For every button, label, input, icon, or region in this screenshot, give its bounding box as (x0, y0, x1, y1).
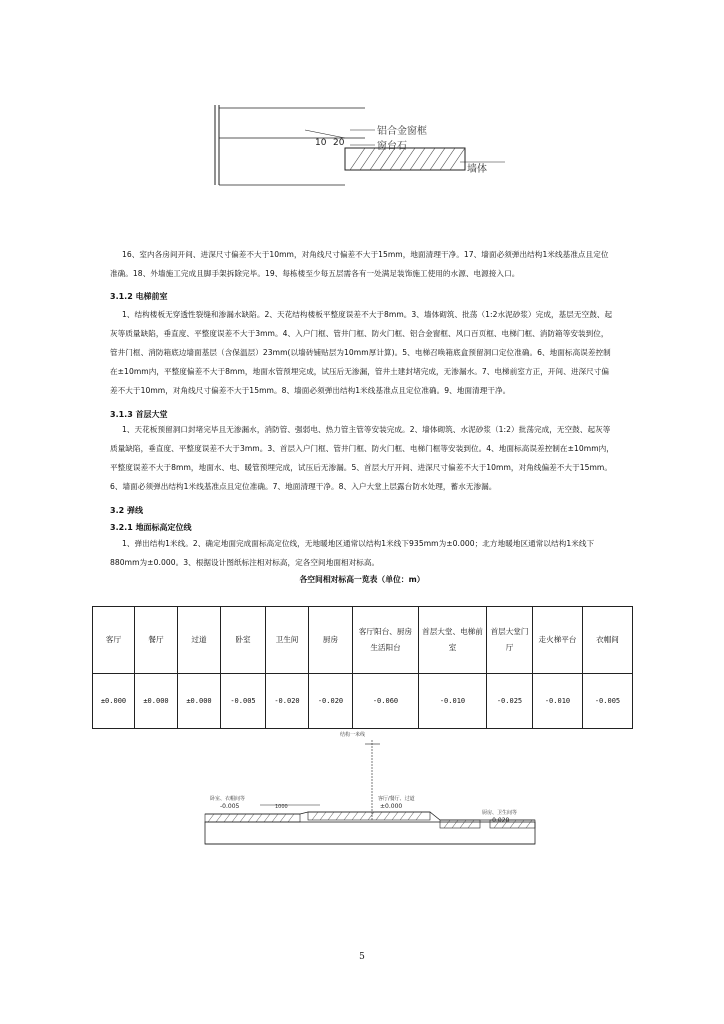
window-sill-label: 窗台石 (377, 141, 407, 152)
heading-floor-elevation: 3.2.1 地面标高定位线 (110, 523, 192, 532)
paragraph-floor-elevation: 1、弹出结构1米线。2、确定地面完成面标高定位线，无地暖地区通常以结构1米线下935mm为±0.000；北方地暖地区通常以结构1米线下880mm为±0.000。3、根据设计图纸标注相对标高，定各空间地面相对标高。 (110, 539, 595, 567)
heading-elevator-lobby: 3.1.2 电梯前室 (110, 292, 168, 301)
heading-snap-line: 3.2 弹线 (110, 506, 143, 515)
table-value-cell: ±0.000 (178, 674, 221, 729)
bedroom-value: -0.005 (220, 803, 240, 810)
paragraph-elevator-lobby: 1、结构楼板无穿透性裂缝和渗漏水缺陷。2、天花结构楼板平整度误差不大于8mm。3、墙体砌筑、批荡（1:2水泥砂浆）完成，基层无空鼓、起灰等质量缺陷，垂直度、平整度误差不大于3mm。4、入户门框、管井门框、防火门框、铝合金窗框、风口百页框、电梯门框、消防箱等安装到位，管井门框、消防箱底边墙面基层（含保温层）23mm(以墙砖铺贴层为10mm厚计算)。5、电梯召唤箱底盒预留洞口定位准确。6、地面标高误差控制在±10mm内，平整度偏差不大于8mm，地面水管预埋完成，试压后无渗漏，管井土建封堵完成，无渗漏水。7、电梯前室方正，开间、进深尺寸偏差不大于10mm，对角线尺寸偏差不大于15mm。8、墙面必须弹出结构1米线基准点且定位准确。9、地面清理干净。 (110, 310, 613, 395)
wall-label: 墙体 (467, 164, 487, 175)
structure-1m-line-label: 结构一米线 (340, 732, 366, 738)
kitchen-value: -0.020 (490, 817, 510, 824)
table-header-cell: 卧室 (221, 607, 266, 674)
living-label: 客厅/餐厅、过道 (378, 796, 415, 802)
table-header-cell: 首层大堂、电梯前室 (419, 607, 487, 674)
table-caption: 各空间相对标高一览表（单位：m） (299, 575, 425, 584)
table-header-cell: 首层大堂门厅 (487, 607, 533, 674)
table-value-cell: -0.005 (221, 674, 266, 729)
table-value-cell: -0.010 (533, 674, 583, 729)
table-header-row (93, 607, 633, 674)
table-header-cell: 卫生间 (266, 607, 309, 674)
floor-elevation-section-figure (200, 728, 540, 858)
window-sill-detail-figure (205, 100, 505, 200)
bedroom-label: 卧室、衣帽间等 (210, 796, 246, 802)
table-header-cell: 厨房 (309, 607, 353, 674)
table-value-cell: -0.025 (487, 674, 533, 729)
table-header-cell: 餐厅 (135, 607, 178, 674)
table-header-cell: 客厅阳台、厨房生活阳台 (353, 607, 419, 674)
table-value-cell: -0.020 (266, 674, 309, 729)
living-value: ±0.000 (380, 803, 403, 810)
dimension-label: 1000 (275, 804, 288, 810)
table-value-cell: -0.020 (309, 674, 353, 729)
dim-b-label: 20 (333, 138, 345, 148)
paragraph-16: 16、室内各房间开间、进深尺寸偏差不大于10mm，对角线尺寸偏差不大于15mm，地面清理干净。17、墙面必须弹出结构1米线基准点且定位准确。18、外墙施工完成且脚手架拆除完毕。19、每栋楼至少每五层需各有一处满足装饰施工使用的水源、电源接入口。 (110, 250, 609, 278)
table-value-cell: ±0.000 (93, 674, 135, 729)
dim-a-label: 10 (315, 138, 327, 148)
table-value-cell: -0.010 (419, 674, 487, 729)
table-header-cell: 走火梯平台 (533, 607, 583, 674)
table-header-cell: 过道 (178, 607, 221, 674)
kitchen-label: 厨房、卫生间等 (482, 810, 518, 816)
table-value-cell: ±0.000 (135, 674, 178, 729)
table-header-cell: 衣帽间 (583, 607, 633, 674)
table-value-cell: -0.060 (353, 674, 419, 729)
page-number: 5 (359, 952, 365, 962)
table-header-cell: 客厅 (93, 607, 135, 674)
aluminum-frame-label: 铝合金窗框 (377, 126, 427, 137)
table-value-row (93, 674, 633, 729)
paragraph-first-floor-lobby: 1、天花板预留洞口封堵完毕且无渗漏水，消防管、强弱电、热力管主管等安装完成。2、墙体砌筑、水泥砂浆（1:2）批荡完成，无空鼓、起灰等质量缺陷，垂直度、平整度误差不大于3mm。3、首层入户门框、管井门框、防火门框、电梯门框等安装到位。4、地面标高误差控制在±10mm内，平整度误差不大于8mm，地面水、电、暖管预埋完成，试压后无渗漏。5、首层大厅开间、进深尺寸偏差不大于10mm，对角线偏差不大于15mm。6、墙面必须弹出结构1米线基准点且定位准确。7、地面清理干净。8、入户大堂上层露台防水处理，蓄水无渗漏。 (110, 425, 614, 491)
table-value-cell: -0.005 (583, 674, 633, 729)
elevation-table (92, 606, 633, 729)
heading-first-floor-lobby: 3.1.3 首层大堂 (110, 410, 168, 419)
